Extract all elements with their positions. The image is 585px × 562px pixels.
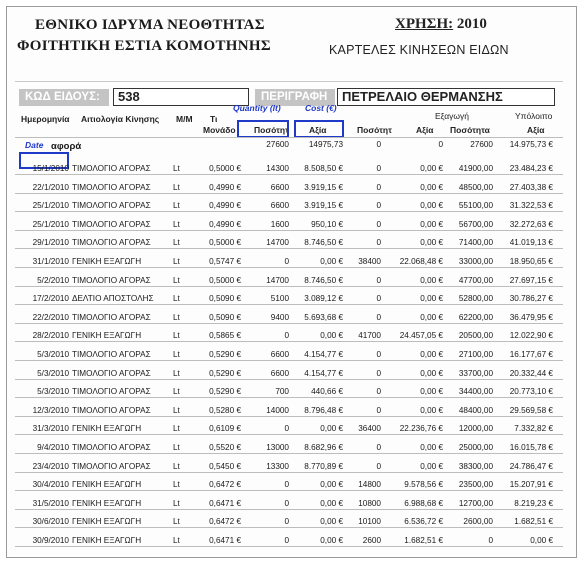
cell-import-qty: 6600 [270, 201, 289, 211]
cell-export-value: 0,00 € [420, 164, 443, 173]
row-divider [15, 490, 563, 491]
cell-unit-price: 0,4990 € [209, 182, 241, 192]
cell-balance-value: 29.569,58 € [509, 405, 553, 415]
cell-export-qty: 0 [376, 350, 381, 359]
cell-balance-qty: 41900,00 [458, 164, 493, 173]
cost-highlight-box [294, 120, 344, 138]
cell-reason: ΤΙΜΟΛΟΓΙΟ ΑΓΟΡΑΣ [72, 275, 151, 285]
cell-balance-qty: 25000,00 [458, 443, 493, 452]
cell-export-qty: 0 [376, 164, 381, 173]
cell-import-qty: 0 [284, 480, 289, 490]
cell-import-qty: 1600 [270, 219, 289, 229]
cell-import-qty: 0 [284, 498, 289, 508]
row-divider [15, 509, 563, 510]
cell-import-value: 4.154,77 € [304, 350, 343, 359]
cell-unit-price: 0,5450 € [209, 461, 241, 471]
cell-unit-price: 0,4990 € [209, 219, 241, 229]
cell-date: 30/9/2010 [32, 536, 69, 545]
cell-export-qty: 10800 [358, 498, 381, 508]
cell-reason: ΤΙΜΟΛΟΓΙΟ ΑΓΟΡΑΣ [72, 201, 151, 211]
cell-import-value: 5.693,68 € [304, 312, 343, 322]
cell-balance-value: 31.322,53 € [509, 201, 553, 211]
cell-export-qty: 36400 [358, 424, 381, 434]
cell-reason: ΤΙΜΟΛΟΓΙΟ ΑΓΟΡΑΣ [72, 405, 151, 415]
cell-date: 31/3/2010 [32, 424, 69, 434]
cell-import-qty: 9400 [270, 312, 289, 322]
cell-import-value: 8.746,50 € [304, 238, 343, 248]
cell-balance-value: 12.022,90 € [509, 331, 553, 341]
opening-qty: 27600 [266, 140, 289, 149]
cell-date: 31/1/2010 [32, 257, 69, 266]
cell-export-value: 0,00 € [420, 182, 443, 192]
row-divider [15, 174, 563, 175]
cell-date: 17/2/2010 [32, 294, 69, 304]
cell-date: 31/5/2010 [32, 498, 69, 508]
cell-unit-price: 0,5290 € [209, 368, 241, 378]
cell-import-value: 950,10 € [311, 219, 343, 229]
cell-import-qty: 13300 [266, 461, 289, 471]
quantity-annotation: Quantity (lt) [233, 103, 281, 113]
cell-reason: ΓΕΝΙΚΗ ΕΞΑΓΩΓΗ [72, 257, 142, 266]
cell-unit: Lt [173, 257, 180, 266]
cell-unit: Lt [173, 294, 180, 304]
cell-unit: Lt [173, 461, 180, 471]
cell-balance-qty: 71400,00 [458, 238, 493, 248]
row-divider [15, 230, 563, 231]
cell-import-value: 8.508,50 € [304, 164, 343, 173]
opening-export-value: 0 [438, 140, 443, 149]
row-divider [15, 341, 563, 342]
cell-export-qty: 0 [376, 294, 381, 304]
cell-reason: ΤΙΜΟΛΟΓΙΟ ΑΓΟΡΑΣ [72, 368, 151, 378]
cell-balance-value: 15.207,91 € [509, 480, 553, 490]
cell-balance-value: 1.682,51 € [514, 517, 553, 527]
cell-export-qty: 0 [376, 182, 381, 192]
column-unit: Μ/Μ [176, 114, 193, 124]
cell-unit: Lt [173, 443, 180, 452]
cell-balance-qty: 12000,00 [458, 424, 493, 434]
cell-export-value: 0,00 € [420, 461, 443, 471]
item-description-value: ΠΕΤΡΕΛΑΙΟ ΘΕΡΜΑΝΣΗΣ [337, 88, 555, 106]
row-divider [15, 453, 563, 454]
cell-export-value: 0,00 € [420, 443, 443, 452]
opening-value: 14975,73 [308, 140, 343, 149]
cell-unit: Lt [173, 182, 180, 192]
header-bottom-line [15, 137, 563, 138]
cell-reason: ΤΙΜΟΛΟΓΙΟ ΑΓΟΡΑΣ [72, 443, 151, 452]
cell-unit-price: 0,6472 € [209, 517, 241, 527]
cell-reason: ΤΙΜΟΛΟΓΙΟ ΑΓΟΡΑΣ [72, 312, 151, 322]
cell-unit: Lt [173, 424, 180, 434]
cell-date: 5/2/2010 [37, 275, 69, 285]
cell-date: 22/2/2010 [32, 312, 69, 322]
cell-balance-value: 20.332,44 € [509, 368, 553, 378]
cell-export-value: 0,00 € [420, 387, 443, 397]
cell-export-qty: 0 [376, 461, 381, 471]
cell-date: 23/4/2010 [32, 461, 69, 471]
cell-export-qty: 2600 [362, 536, 381, 545]
row-divider [15, 248, 563, 249]
cell-balance-qty: 33000,00 [458, 257, 493, 266]
cell-export-value: 0,00 € [420, 201, 443, 211]
cell-balance-value: 8.219,23 € [514, 498, 553, 508]
cell-unit: Lt [173, 536, 180, 545]
cell-import-value: 4.154,77 € [304, 368, 343, 378]
column-balance-qty: Ποσότητα [450, 125, 490, 135]
row-divider [15, 416, 563, 417]
cell-export-value: 1.682,51 € [404, 536, 443, 545]
cell-unit-price: 0,5000 € [209, 275, 241, 285]
date-annotation: Date [25, 140, 44, 150]
cell-unit: Lt [173, 405, 180, 415]
cell-import-qty: 6600 [270, 350, 289, 359]
cell-import-qty: 0 [284, 424, 289, 434]
cell-date: 5/3/2010 [37, 368, 69, 378]
cell-export-value: 0,00 € [420, 405, 443, 415]
row-divider [15, 434, 563, 435]
cell-import-qty: 14700 [266, 238, 289, 248]
cell-export-value: 0,00 € [420, 294, 443, 304]
cell-unit-price: 0,6471 € [209, 536, 241, 545]
cell-balance-qty: 47700,00 [458, 275, 493, 285]
cell-unit: Lt [173, 312, 180, 322]
cell-import-qty: 0 [284, 257, 289, 266]
cell-reason: ΤΙΜΟΛΟΓΙΟ ΑΓΟΡΑΣ [72, 461, 151, 471]
row-divider [15, 546, 563, 547]
cell-date: 25/1/2010 [32, 219, 69, 229]
cell-balance-value: 7.332,82 € [514, 424, 553, 434]
cell-reason: ΤΙΜΟΛΟΓΙΟ ΑΓΟΡΑΣ [72, 350, 151, 359]
item-code-value: 538 [113, 88, 249, 106]
cell-import-value: 3.919,15 € [304, 182, 343, 192]
row-divider [15, 397, 563, 398]
cell-date: 15/1/2010 [32, 164, 69, 173]
cell-balance-qty: 0 [488, 536, 493, 545]
cell-reason: ΤΙΜΟΛΟΓΙΟ ΑΓΟΡΑΣ [72, 387, 151, 397]
cell-unit: Lt [173, 164, 180, 173]
cell-unit-price: 0,4990 € [209, 201, 241, 211]
column-date: Ημερομηνία [21, 114, 70, 124]
cell-export-qty: 38400 [358, 257, 381, 266]
column-balance-value: Αξία [527, 125, 545, 135]
cell-export-qty: 0 [376, 368, 381, 378]
cell-import-value: 0,00 € [320, 257, 343, 266]
cell-balance-qty: 20500,00 [458, 331, 493, 341]
cell-unit-price: 0,5520 € [209, 443, 241, 452]
cell-balance-value: 36.479,95 € [509, 312, 553, 322]
cell-balance-value: 18.950,65 € [509, 257, 553, 266]
cell-reason: ΓΕΝΙΚΗ ΕΞΑΓΩΓΗ [72, 480, 142, 490]
cell-balance-value: 30.786,27 € [509, 294, 553, 304]
cell-import-value: 3.089,12 € [304, 294, 343, 304]
cell-unit-price: 0,5090 € [209, 294, 241, 304]
cell-unit: Lt [173, 201, 180, 211]
cell-balance-qty: 34400,00 [458, 387, 493, 397]
cell-balance-value: 32.272,63 € [509, 219, 553, 229]
cell-balance-value: 41.019,13 € [509, 238, 553, 248]
cell-unit: Lt [173, 350, 180, 359]
fiscal-year-label: ΧΡΗΣΗ: [395, 16, 454, 32]
export-group-header: Εξαγωγή [435, 111, 470, 121]
fiscal-year-value: 2010 [456, 16, 487, 32]
cell-date: 12/3/2010 [32, 405, 69, 415]
row-divider [15, 267, 563, 268]
cell-unit: Lt [173, 368, 180, 378]
cell-export-qty: 0 [376, 387, 381, 397]
fiscal-year [395, 16, 487, 33]
report-title: ΚΑΡΤΕΛΕΣ ΚΙΝΗΣΕΩΝ ΕΙΔΩΝ [329, 43, 509, 57]
cell-balance-qty: 12700,00 [458, 498, 493, 508]
cell-balance-qty: 48500,00 [458, 182, 493, 192]
cell-import-qty: 6600 [270, 368, 289, 378]
cell-reason: ΓΕΝΙΚΗ ΕΞΑΓΩΓΗ [72, 424, 142, 434]
cell-date: 29/1/2010 [32, 238, 69, 248]
cell-import-qty: 14000 [266, 405, 289, 415]
column-export-qty: Ποσότητ [357, 125, 392, 135]
row-divider [15, 379, 563, 380]
column-reason: Αιτιολογία Κίνησης [81, 114, 160, 124]
cell-export-value: 9.578,56 € [404, 480, 443, 490]
opening-export-qty: 0 [376, 140, 381, 149]
cell-unit: Lt [173, 387, 180, 397]
cell-reason: ΤΙΜΟΛΟΓΙΟ ΑΓΟΡΑΣ [72, 164, 151, 173]
column-import-qty: Ποσότητ [254, 125, 289, 135]
cell-reason: ΤΙΜΟΛΟΓΙΟ ΑΓΟΡΑΣ [72, 238, 151, 248]
cell-balance-qty: 38300,00 [458, 461, 493, 471]
opening-balance-qty: 27600 [470, 140, 493, 149]
row-divider [15, 304, 563, 305]
cell-export-value: 0,00 € [420, 312, 443, 322]
cell-import-value: 8.770,89 € [304, 461, 343, 471]
header-divider [15, 81, 563, 82]
cell-export-value: 0,00 € [420, 219, 443, 229]
cost-annotation: Cost (€) [305, 103, 337, 113]
cell-import-qty: 0 [284, 536, 289, 545]
cell-date: 5/3/2010 [37, 350, 69, 359]
cell-import-qty: 700 [275, 387, 289, 397]
cell-export-qty: 0 [376, 219, 381, 229]
cell-balance-qty: 23500,00 [458, 480, 493, 490]
cell-export-value: 0,00 € [420, 238, 443, 248]
cell-unit-price: 0,5290 € [209, 387, 241, 397]
cell-unit-price: 0,5280 € [209, 405, 241, 415]
cell-balance-qty: 62200,00 [458, 312, 493, 322]
cell-balance-qty: 48400,00 [458, 405, 493, 415]
cell-reason: ΓΕΝΙΚΗ ΕΞΑΓΩΓΗ [72, 331, 142, 341]
cell-export-value: 6.536,72 € [404, 517, 443, 527]
cell-export-qty: 0 [376, 238, 381, 248]
cell-import-value: 0,00 € [320, 480, 343, 490]
cell-balance-qty: 2600,00 [463, 517, 493, 527]
cell-import-value: 0,00 € [320, 536, 343, 545]
cell-balance-qty: 55100,00 [458, 201, 493, 211]
cell-unit: Lt [173, 331, 180, 341]
column-unit-price-top: Τι [210, 114, 218, 124]
row-divider [15, 472, 563, 473]
cell-unit: Lt [173, 480, 180, 490]
cell-date: 9/4/2010 [37, 443, 69, 452]
item-code-label: ΚΩΔ ΕΙΔΟΥΣ: [19, 89, 109, 106]
row-divider [15, 527, 563, 528]
cell-import-qty: 14700 [266, 275, 289, 285]
cell-balance-value: 16.015,78 € [509, 443, 553, 452]
row-divider [15, 211, 563, 212]
cell-export-value: 0,00 € [420, 275, 443, 285]
cell-import-value: 0,00 € [320, 517, 343, 527]
cell-reason: ΓΕΝΙΚΗ ΕΞΑΓΩΓΗ [72, 536, 142, 545]
cell-import-value: 0,00 € [320, 424, 343, 434]
cell-balance-value: 20.773,10 € [509, 387, 553, 397]
cell-export-qty: 0 [376, 201, 381, 211]
cell-balance-value: 23.484,23 € [509, 164, 553, 173]
cell-import-value: 3.919,15 € [304, 201, 343, 211]
cell-reason: ΤΙΜΟΛΟΓΙΟ ΑΓΟΡΑΣ [72, 182, 151, 192]
cell-balance-qty: 52800,00 [458, 294, 493, 304]
cell-export-qty: 0 [376, 275, 381, 285]
cell-import-value: 8.796,48 € [304, 405, 343, 415]
cell-reason: ΤΙΜΟΛΟΓΙΟ ΑΓΟΡΑΣ [72, 219, 151, 229]
cell-unit-price: 0,6109 € [209, 424, 241, 434]
cell-balance-qty: 33700,00 [458, 368, 493, 378]
cell-import-qty: 0 [284, 331, 289, 341]
opening-balance-value: 14.975,73 € [509, 140, 553, 149]
balance-group-header: Υπόλοιπο [515, 111, 553, 121]
cell-balance-value: 27.403,38 € [509, 182, 553, 192]
cell-import-qty: 5100 [270, 294, 289, 304]
cell-balance-value: 27.697,15 € [509, 275, 553, 285]
org-name-line2: ΦΟΙΤΗΤΙΚΗ ΕΣΤΙΑ ΚΟΜΟΤΗΝΗΣ [17, 38, 271, 54]
cell-date: 25/1/2010 [32, 201, 69, 211]
document-page [6, 6, 577, 558]
column-export-value: Αξία [416, 125, 434, 135]
cell-unit-price: 0,5865 € [209, 331, 241, 341]
cell-import-qty: 0 [284, 517, 289, 527]
cell-balance-qty: 56700,00 [458, 219, 493, 229]
cell-unit: Lt [173, 238, 180, 248]
cell-export-qty: 0 [376, 312, 381, 322]
cell-unit-price: 0,5000 € [209, 164, 241, 173]
cell-date: 30/6/2010 [32, 517, 69, 527]
cell-export-value: 6.988,68 € [404, 498, 443, 508]
cell-unit-price: 0,5000 € [209, 238, 241, 248]
cell-unit-price: 0,6471 € [209, 498, 241, 508]
cell-unit-price: 0,5090 € [209, 312, 241, 322]
cell-date: 30/4/2010 [32, 480, 69, 490]
cell-date: 22/1/2010 [32, 182, 69, 192]
cell-export-qty: 41700 [358, 331, 381, 341]
cell-export-value: 22.068,48 € [399, 257, 443, 266]
cell-unit-price: 0,5747 € [209, 257, 241, 266]
cell-export-value: 24.457,05 € [399, 331, 443, 341]
cell-import-value: 8.746,50 € [304, 275, 343, 285]
cell-export-value: 0,00 € [420, 350, 443, 359]
cell-unit-price: 0,5290 € [209, 350, 241, 359]
cell-balance-value: 24.786,47 € [509, 461, 553, 471]
cell-unit-price: 0,6472 € [209, 480, 241, 490]
cell-unit: Lt [173, 517, 180, 527]
cell-import-value: 440,66 € [311, 387, 343, 397]
cell-import-value: 0,00 € [320, 498, 343, 508]
opening-label: αφορά [51, 141, 82, 152]
cell-import-value: 0,00 € [320, 331, 343, 341]
row-divider [15, 286, 563, 287]
column-unit-price-bottom: Μονάδο [203, 125, 236, 135]
cell-export-qty: 0 [376, 443, 381, 452]
cell-balance-value: 16.177,67 € [509, 350, 553, 359]
cell-balance-value: 0,00 € [530, 536, 553, 545]
cell-export-qty: 14800 [358, 480, 381, 490]
cell-export-qty: 0 [376, 405, 381, 415]
column-import-value: Αξία [309, 125, 327, 135]
cell-export-value: 22.236,76 € [399, 424, 443, 434]
cell-import-qty: 13000 [266, 443, 289, 452]
cell-export-value: 0,00 € [420, 368, 443, 378]
cell-unit: Lt [173, 219, 180, 229]
cell-date: 5/3/2010 [37, 387, 69, 397]
cell-balance-qty: 27100,00 [458, 350, 493, 359]
row-divider [15, 360, 563, 361]
cell-date: 28/2/2010 [32, 331, 69, 341]
org-name-line1: ΕΘΝΙΚΟ ΙΔΡΥΜΑ ΝΕΟΘΤΗΤΑΣ [35, 17, 265, 33]
cell-reason: ΓΕΝΙΚΗ ΕΞΑΓΩΓΗ [72, 498, 142, 508]
cell-export-qty: 10100 [358, 517, 381, 527]
item-description-label: ΠΕΡΙΓΡΑΦΗ [255, 89, 335, 106]
cell-reason: ΔΕΛΤΙΟ ΑΠΟΣΤΟΛΗΣ [72, 294, 154, 304]
cell-import-qty: 6600 [270, 182, 289, 192]
cell-unit: Lt [173, 275, 180, 285]
quantity-highlight-box [237, 120, 289, 138]
cell-unit: Lt [173, 498, 180, 508]
row-divider [15, 193, 563, 194]
cell-import-qty: 14300 [266, 164, 289, 173]
cell-reason: ΓΕΝΙΚΗ ΕΞΑΓΩΓΗ [72, 517, 142, 527]
row-divider [15, 323, 563, 324]
cell-import-value: 8.682,96 € [304, 443, 343, 452]
